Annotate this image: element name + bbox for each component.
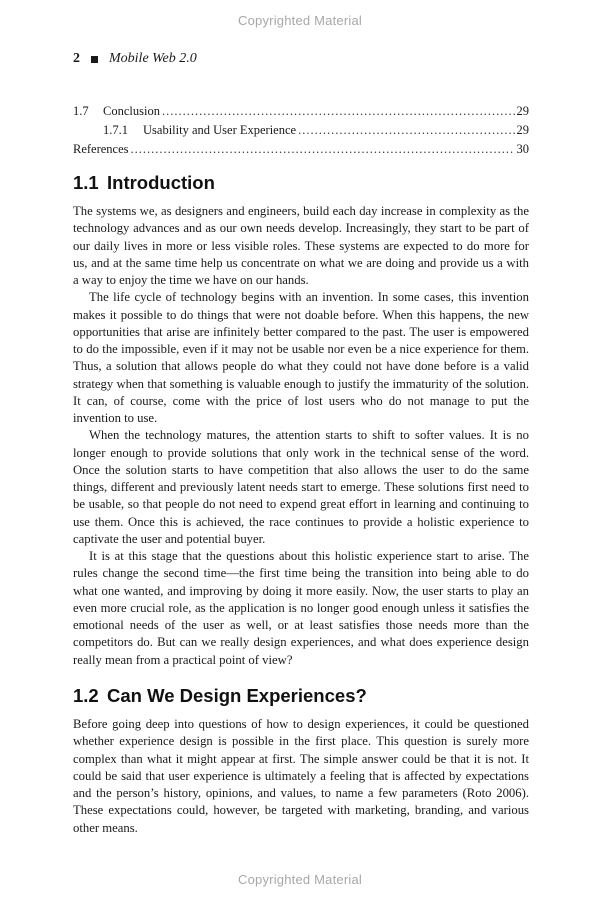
section-heading-introduction bbox=[73, 172, 215, 194]
book-title: Mobile Web 2.0 bbox=[109, 51, 197, 66]
paragraph: When the technology matures, the attention starts to shift to softer values. It is no longer enough to provide solutions that only work in the technical sense of the word. Once the solution starts to have competition that also allows the user to do the same things, different and previously latent needs start to emerge. These solutions first need to be usable, so that people do not need to expend great effort in learning and continuing to use them. Once this is achieved, the race continues to provide a holistic experience to captivate the user and potential buyer. bbox=[73, 428, 529, 546]
section-heading-design-experiences bbox=[73, 685, 367, 707]
introduction-body bbox=[73, 203, 529, 669]
design-experiences-body bbox=[73, 716, 529, 837]
paragraph: The life cycle of technology begins with an invention. In some cases, this invention makes it possible to do things that were not doable before. When this happens, the new opportunities that arise are infinitely better compared to the past. The user is empowered to do the impossible, even if it may not be usable nor even be a nice experience for them. Thus, a solution that allows people do what they could not have done before is a valid strategy when that something is valuable enough to justify the immaturity of the solution. It can, of course, come with the price of lost users who do not manage to put the invention to use. bbox=[73, 290, 529, 425]
toc-entry-title: Conclusion bbox=[103, 104, 160, 118]
toc-entry-page: 30 bbox=[516, 142, 529, 156]
toc-leader-dots bbox=[131, 142, 515, 157]
toc-entry bbox=[73, 104, 529, 123]
toc-entry bbox=[73, 142, 529, 161]
toc-entry-title: References bbox=[73, 142, 129, 156]
table-of-contents bbox=[73, 104, 529, 161]
section-number: 1.1 bbox=[73, 172, 99, 193]
running-head bbox=[73, 51, 197, 67]
toc-leader-dots bbox=[298, 123, 514, 138]
section-title: Introduction bbox=[107, 172, 215, 193]
paragraph: The systems we, as designers and engineers, build each day increase in complexity as the technology advances and as our own needs develop. Increasingly, they start to be part of our daily lives in more or less visible roles. These systems are expected to do more for us, and at the same time help us concentrate on what we are doing and provide us a with a way to enjoy the time we have on our hands. bbox=[73, 204, 529, 287]
watermark-bottom: Copyrighted Material bbox=[238, 872, 362, 887]
toc-entry-title: Usability and User Experience bbox=[143, 123, 297, 137]
section-title: Can We Design Experiences? bbox=[107, 685, 367, 706]
paragraph: Before going deep into questions of how to design experiences, it could be questioned whether experience design is possible in the first place. This question is surely more complex than what it might appear at first. The simple answer could be that it is not. It could be said that user experience is ultimately a feeling that is affected by expectations and the person’s history, opinions, and values, to name a few parameters (Roto 2006). These expectations could, however, be targeted with marketing, branding, and various other means. bbox=[73, 717, 529, 835]
toc-entry bbox=[73, 123, 529, 142]
section-number: 1.2 bbox=[73, 685, 99, 706]
toc-entry-page: 29 bbox=[516, 104, 529, 118]
toc-leader-dots bbox=[162, 104, 515, 119]
paragraph: It is at this stage that the questions about this holistic experience start to arise. The rules change the second time—the first time being the transition into being able to do what one wanted, and improving by doing it more easily. Now, the user starts to play an even more crucial role, as the application is no longer good enough unless it satisfies the emotional needs of the user as well, or at least satisfies those needs more than the competitors do. But can we really design experiences, and what does experience design really mean from a practical point of view? bbox=[73, 549, 529, 667]
toc-entry-number: 1.7.1 bbox=[103, 123, 128, 137]
watermark-top: Copyrighted Material bbox=[238, 13, 362, 28]
square-bullet-icon bbox=[91, 56, 98, 63]
toc-entry-number: 1.7 bbox=[73, 104, 89, 118]
toc-entry-page: 29 bbox=[516, 123, 529, 137]
page-number: 2 bbox=[73, 51, 80, 66]
